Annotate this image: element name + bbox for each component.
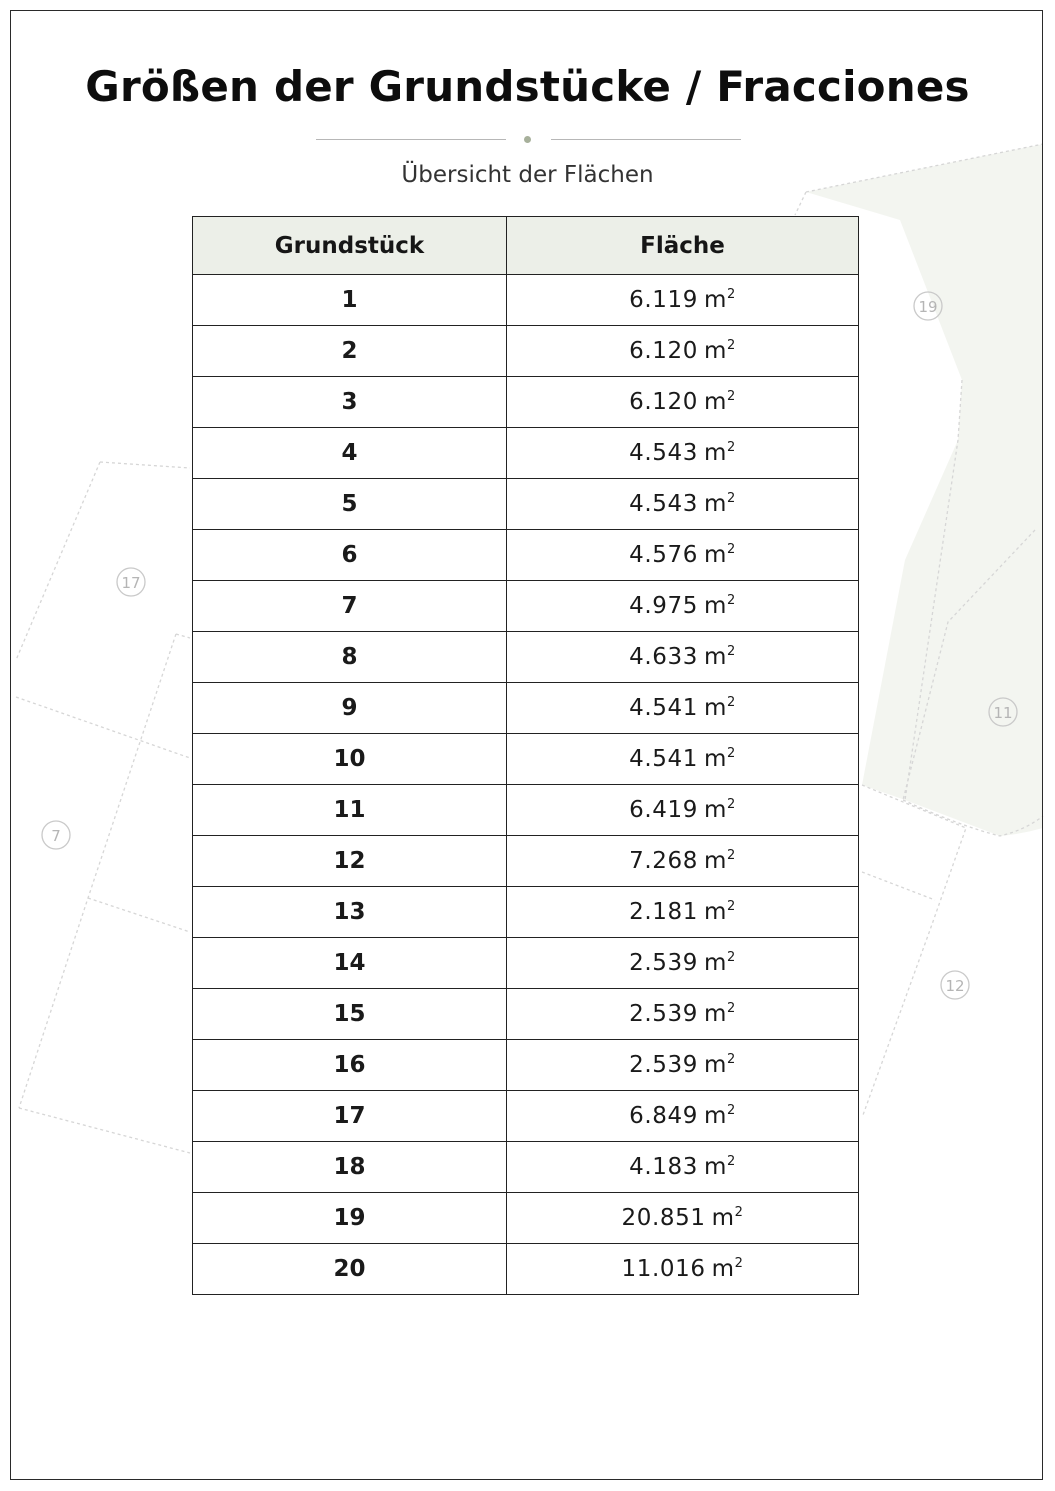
area-unit-exponent: 2 xyxy=(727,1154,736,1169)
area-unit: m xyxy=(703,950,727,976)
plot-area-cell xyxy=(507,275,859,326)
plot-number-cell: 5 xyxy=(193,479,507,530)
area-value: 11.016 xyxy=(621,1256,706,1282)
area-value: 6.120 xyxy=(629,389,698,415)
plot-number-cell: 1 xyxy=(193,275,507,326)
title-divider-dot xyxy=(524,136,531,143)
area-unit-exponent: 2 xyxy=(727,1001,736,1016)
area-value: 6.120 xyxy=(629,338,698,364)
plot-number-cell: 6 xyxy=(193,530,507,581)
table-row xyxy=(193,887,859,938)
plot-area-cell xyxy=(507,683,859,734)
area-unit-exponent: 2 xyxy=(727,1103,736,1118)
area-value: 7.268 xyxy=(629,848,698,874)
table-body xyxy=(193,275,859,1295)
plot-area-cell xyxy=(507,938,859,989)
plot-number-cell: 2 xyxy=(193,326,507,377)
plot-number-cell: 20 xyxy=(193,1244,507,1295)
plot-number-cell: 11 xyxy=(193,785,507,836)
plot-number-cell: 14 xyxy=(193,938,507,989)
area-value: 4.576 xyxy=(629,542,698,568)
area-unit: m xyxy=(703,440,727,466)
table-row xyxy=(193,1091,859,1142)
area-unit: m xyxy=(711,1205,735,1231)
area-value: 4.183 xyxy=(629,1154,698,1180)
plot-area-cell xyxy=(507,785,859,836)
page-subtitle: Übersicht der Flächen xyxy=(401,162,654,188)
area-unit-exponent: 2 xyxy=(734,1205,744,1220)
area-value: 2.181 xyxy=(629,899,698,925)
area-unit-exponent: 2 xyxy=(734,1256,744,1271)
plot-number-cell: 10 xyxy=(193,734,507,785)
plot-number-cell: 15 xyxy=(193,989,507,1040)
title-divider-right xyxy=(551,139,741,140)
plot-area-cell xyxy=(507,632,859,683)
area-value: 2.539 xyxy=(629,1001,698,1027)
plot-number-cell: 8 xyxy=(193,632,507,683)
area-value: 6.849 xyxy=(629,1103,698,1129)
area-value: 4.541 xyxy=(629,746,698,772)
area-unit: m xyxy=(703,746,727,772)
plot-number-cell: 12 xyxy=(193,836,507,887)
plot-number-cell: 19 xyxy=(193,1193,507,1244)
area-unit-exponent: 2 xyxy=(727,338,736,353)
area-value: 4.543 xyxy=(629,491,698,517)
plot-number-cell: 16 xyxy=(193,1040,507,1091)
area-unit-exponent: 2 xyxy=(727,542,736,557)
plot-area-cell xyxy=(507,428,859,479)
plot-area-table xyxy=(192,216,859,1295)
table-row xyxy=(193,530,859,581)
area-unit-exponent: 2 xyxy=(727,899,736,914)
area-unit-exponent: 2 xyxy=(727,593,736,608)
plot-area-cell xyxy=(507,326,859,377)
plot-area-cell xyxy=(507,989,859,1040)
plot-area-cell xyxy=(507,1091,859,1142)
area-value: 2.539 xyxy=(629,950,698,976)
map-marker-label: 17 xyxy=(121,574,141,592)
table-row xyxy=(193,938,859,989)
plot-area-cell xyxy=(507,1142,859,1193)
plot-number-cell: 7 xyxy=(193,581,507,632)
area-unit: m xyxy=(703,593,727,619)
plot-number-cell: 13 xyxy=(193,887,507,938)
area-unit: m xyxy=(703,287,727,313)
area-unit-exponent: 2 xyxy=(727,848,736,863)
area-unit: m xyxy=(703,1154,727,1180)
area-unit-exponent: 2 xyxy=(727,491,736,506)
area-unit-exponent: 2 xyxy=(727,797,736,812)
table-row xyxy=(193,683,859,734)
table-row xyxy=(193,1193,859,1244)
area-unit: m xyxy=(703,491,727,517)
plot-area-cell xyxy=(507,377,859,428)
area-unit: m xyxy=(711,1256,735,1282)
column-header-plot: Grundstück xyxy=(193,217,507,275)
area-unit: m xyxy=(703,1103,727,1129)
area-unit-exponent: 2 xyxy=(727,950,736,965)
plot-area-cell xyxy=(507,887,859,938)
table-row xyxy=(193,479,859,530)
table-row xyxy=(193,785,859,836)
area-unit: m xyxy=(703,899,727,925)
map-marker-label: 19 xyxy=(918,298,938,316)
map-marker-label: 12 xyxy=(945,977,965,995)
plot-area-cell xyxy=(507,734,859,785)
area-unit-exponent: 2 xyxy=(727,440,736,455)
area-value: 4.543 xyxy=(629,440,698,466)
area-unit-exponent: 2 xyxy=(727,644,736,659)
area-unit: m xyxy=(703,1052,727,1078)
area-unit: m xyxy=(703,338,727,364)
area-unit-exponent: 2 xyxy=(727,746,736,761)
table-row xyxy=(193,428,859,479)
plot-number-cell: 17 xyxy=(193,1091,507,1142)
table-row xyxy=(193,581,859,632)
plot-area-cell xyxy=(507,1193,859,1244)
area-unit: m xyxy=(703,389,727,415)
plot-area-cell xyxy=(507,836,859,887)
page-title: Größen der Grundstücke / Fracciones xyxy=(85,62,970,111)
plot-number-cell: 4 xyxy=(193,428,507,479)
area-unit: m xyxy=(703,542,727,568)
table-row xyxy=(193,632,859,683)
table-header-row xyxy=(193,217,859,275)
table-row xyxy=(193,326,859,377)
plot-area-cell xyxy=(507,479,859,530)
plot-area-cell xyxy=(507,1244,859,1295)
area-unit: m xyxy=(703,695,727,721)
plot-number-cell: 18 xyxy=(193,1142,507,1193)
area-unit-exponent: 2 xyxy=(727,287,736,302)
table-row xyxy=(193,836,859,887)
title-divider-left xyxy=(316,139,506,140)
area-value: 4.541 xyxy=(629,695,698,721)
area-value: 6.119 xyxy=(629,287,698,313)
table-row xyxy=(193,989,859,1040)
map-marker-label: 7 xyxy=(51,827,61,845)
area-unit: m xyxy=(703,848,727,874)
area-unit: m xyxy=(703,797,727,823)
area-value: 20.851 xyxy=(621,1205,706,1231)
area-value: 2.539 xyxy=(629,1052,698,1078)
table-row xyxy=(193,734,859,785)
plot-area-cell xyxy=(507,581,859,632)
table-row xyxy=(193,377,859,428)
table-row xyxy=(193,1040,859,1091)
area-value: 4.633 xyxy=(629,644,698,670)
area-value: 6.419 xyxy=(629,797,698,823)
plot-number-cell: 9 xyxy=(193,683,507,734)
plot-area-cell xyxy=(507,530,859,581)
area-unit: m xyxy=(703,644,727,670)
plot-area-cell xyxy=(507,1040,859,1091)
table-row xyxy=(193,275,859,326)
area-value: 4.975 xyxy=(629,593,698,619)
table-row xyxy=(193,1244,859,1295)
column-header-area: Fläche xyxy=(507,217,859,275)
area-unit: m xyxy=(703,1001,727,1027)
table-row xyxy=(193,1142,859,1193)
area-unit-exponent: 2 xyxy=(727,1052,736,1067)
map-marker-label: 11 xyxy=(993,704,1013,722)
area-unit-exponent: 2 xyxy=(727,695,736,710)
area-unit-exponent: 2 xyxy=(727,389,736,404)
plot-number-cell: 3 xyxy=(193,377,507,428)
